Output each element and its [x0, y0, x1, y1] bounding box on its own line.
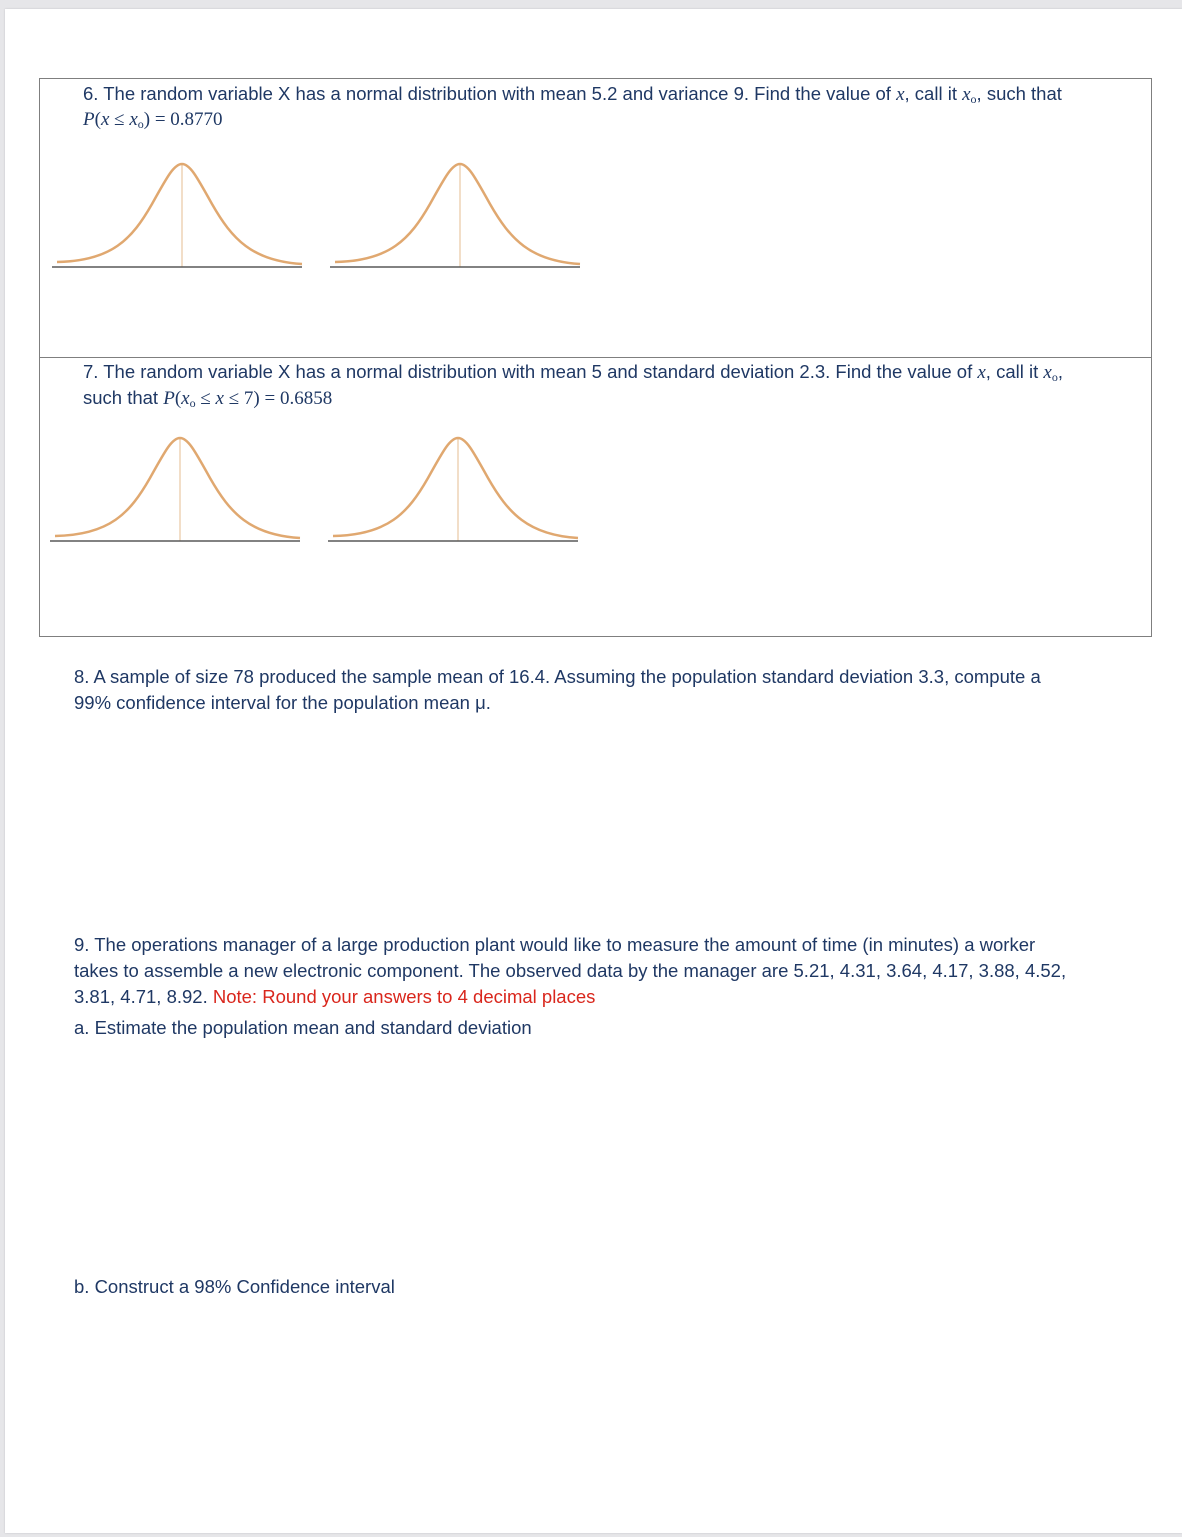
question-7-formula-open: (: [174, 388, 182, 409]
question-6-normal-curve-left: [52, 159, 304, 271]
question-9-line-2: takes to assemble a new electronic component. The observed data by the manager are 5.21, 4.31, 3.64, 4.17, 3.88, 4.52,: [74, 960, 1067, 981]
question-9-data-tail: 3.81, 4.71, 8.92.: [74, 986, 213, 1007]
question-7-var-xo: x: [1043, 362, 1052, 383]
question-7-formula-xo: x: [181, 388, 190, 409]
question-6-formula-xo: x: [129, 109, 138, 130]
question-7-normal-curve-left: [50, 433, 302, 545]
question-7-formula-xo-sub: o: [189, 396, 196, 410]
question-6-text-part-a: 6. The random variable X has a normal distribution with mean 5.2 and variance 9. Find the value of: [83, 83, 897, 104]
question-6-formula: [83, 107, 223, 133]
question-9-part-b: b. Construct a 98% Confidence interval: [74, 1276, 395, 1297]
question-7-formula-rest: ≤ 7) = 0.6858: [223, 388, 333, 409]
question-7-line2-prefix: such that: [83, 387, 164, 408]
question-7-formula-x: x: [215, 388, 224, 409]
question-9-rounding-note: Note: Round your answers to 4 decimal places: [212, 986, 596, 1007]
question-6-var-xo-sub: o: [970, 92, 977, 106]
question-6-var-xo: x: [962, 84, 971, 105]
bell-curve: [55, 438, 300, 538]
question-6-normal-curve-right: [330, 159, 582, 271]
question-6-formula-p: P: [83, 109, 95, 130]
question-7-normal-curve-right: [328, 433, 580, 545]
question-7-formula-le1: ≤: [195, 388, 216, 409]
question-7-formula-line: [83, 385, 332, 412]
question-7-var-xo-sub: o: [1051, 370, 1058, 384]
question-6-formula-x: x: [100, 109, 110, 130]
question-7-text-part-a: 7. The random variable X has a normal distribution with mean 5 and standard deviation 2.3. Find the value of: [83, 361, 978, 382]
question-6-text-part-b: , call it: [904, 83, 963, 104]
bell-curve: [333, 438, 578, 538]
bell-curve: [335, 164, 580, 264]
question-7-text-part-b: , call it: [985, 361, 1044, 382]
bell-curve: [57, 164, 302, 264]
question-8-line-1: 8. A sample of size 78 produced the sample mean of 16.4. Assuming the population standard deviation 3.3, compute a: [74, 666, 1041, 687]
question-9-line-1: 9. The operations manager of a large production plant would like to measure the amount of time (in minutes) a worker: [74, 934, 1036, 955]
question-6-formula-open: (: [94, 109, 101, 130]
question-7-var-x: x: [977, 362, 986, 383]
question-7-text-part-c: ,: [1057, 361, 1063, 382]
question-8-line-2: 99% confidence interval for the population mean μ.: [74, 692, 491, 713]
question-6-formula-xo-sub: o: [137, 117, 144, 131]
question-6-formula-le: ≤: [109, 109, 130, 130]
question-9-part-a: a. Estimate the population mean and standard deviation: [74, 1017, 532, 1038]
question-7-text: [83, 359, 1063, 386]
question-6-text-part-c: , such that: [976, 83, 1062, 104]
question-6-formula-close: ) = 0.8770: [143, 109, 223, 130]
question-7-formula-p: P: [163, 388, 175, 409]
question-9-line-3: [74, 984, 595, 1010]
question-6-text: [83, 81, 1062, 108]
worksheet-page: [5, 9, 1182, 1533]
question-6-var-x: x: [896, 84, 905, 105]
